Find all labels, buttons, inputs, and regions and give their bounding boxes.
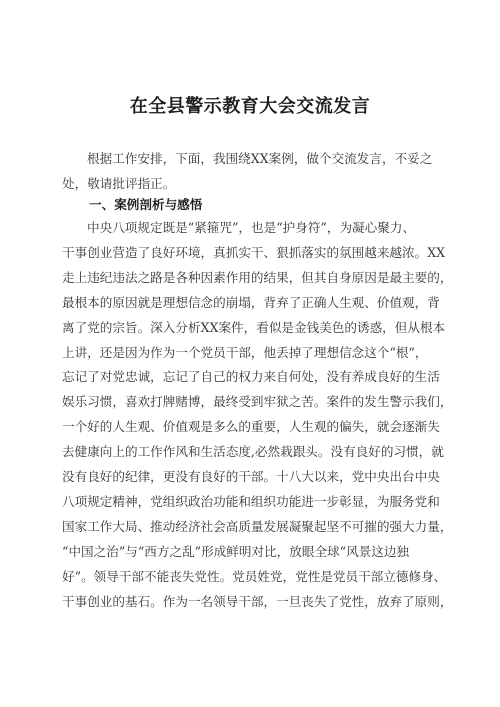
intro-paragraph <box>62 147 438 197</box>
body-line: 八项规定精神，党组织政治功能和组织功能进一步彰显，为服务党和 <box>62 493 440 509</box>
body-line: 干事创业的基石。作为一名领导干部，一旦丧失了党性，放弃了原则， <box>62 593 453 609</box>
body-paragraph <box>62 216 453 615</box>
intro-line: 处，敬请批评指正。 <box>62 175 176 191</box>
body-line: 国家工作大局、推动经济社会高质量发展凝聚起坚不可摧的强大力量， <box>62 518 453 534</box>
body-line: “中国之治”与“西方之乱”形成鲜明对比，放眼全球“风景这边独 <box>62 543 410 559</box>
body-line: 中央八项规定既是“紧箍咒”，也是“护身符”，为凝心聚力、 <box>87 220 416 235</box>
body-line: 好”。领导干部不能丧失党性。党员姓党，党性是党员干部立德修身、 <box>62 568 447 584</box>
body-line: 最根本的原因就是理想信念的崩塌，背弃了正确人生观、价值观，背 <box>62 294 440 310</box>
body-line: 干事创业营造了良好环境，真抓实干、狠抓落实的氛围越来越浓。XX <box>62 244 446 260</box>
intro-line: 根据工作安排，下面，我围绕XX案例，做个交流发言，不妥之 <box>87 151 433 166</box>
document-title: 在全县警示教育大会交流发言 <box>129 96 371 117</box>
body-line: 忘记了对党忠诚，忘记了自己的权力来自何处，没有养成良好的生活 <box>62 369 440 385</box>
body-line: 离了党的宗旨。深入分析XX案件，看似是金钱美色的诱惑，但从根本 <box>62 319 446 335</box>
body-line: 没有良好的纪律，更没有良好的干部。十八大以来，党中央出台中央 <box>62 469 440 485</box>
body-line: 走上违纪违法之路是各种因素作用的结果，但其自身原因是最主要的， <box>62 269 453 285</box>
body-line: 上讲，还是因为作为一个党员干部，他丢掉了理想信念这个“根”， <box>62 344 428 360</box>
body-line: 一个好的人生观、价值观是多么的重要，人生观的偏失，就会逐渐失 <box>62 419 440 435</box>
body-line: 娱乐习惯，喜欢打牌赌博，最终受到牢狱之苦。案件的发生警示我们， <box>62 394 453 410</box>
body-line: 去健康向上的工作作风和生活态度,必然栽跟头。没有良好的习惯，就 <box>62 444 444 460</box>
section-heading: 一、案例剖析与感悟 <box>89 197 203 212</box>
